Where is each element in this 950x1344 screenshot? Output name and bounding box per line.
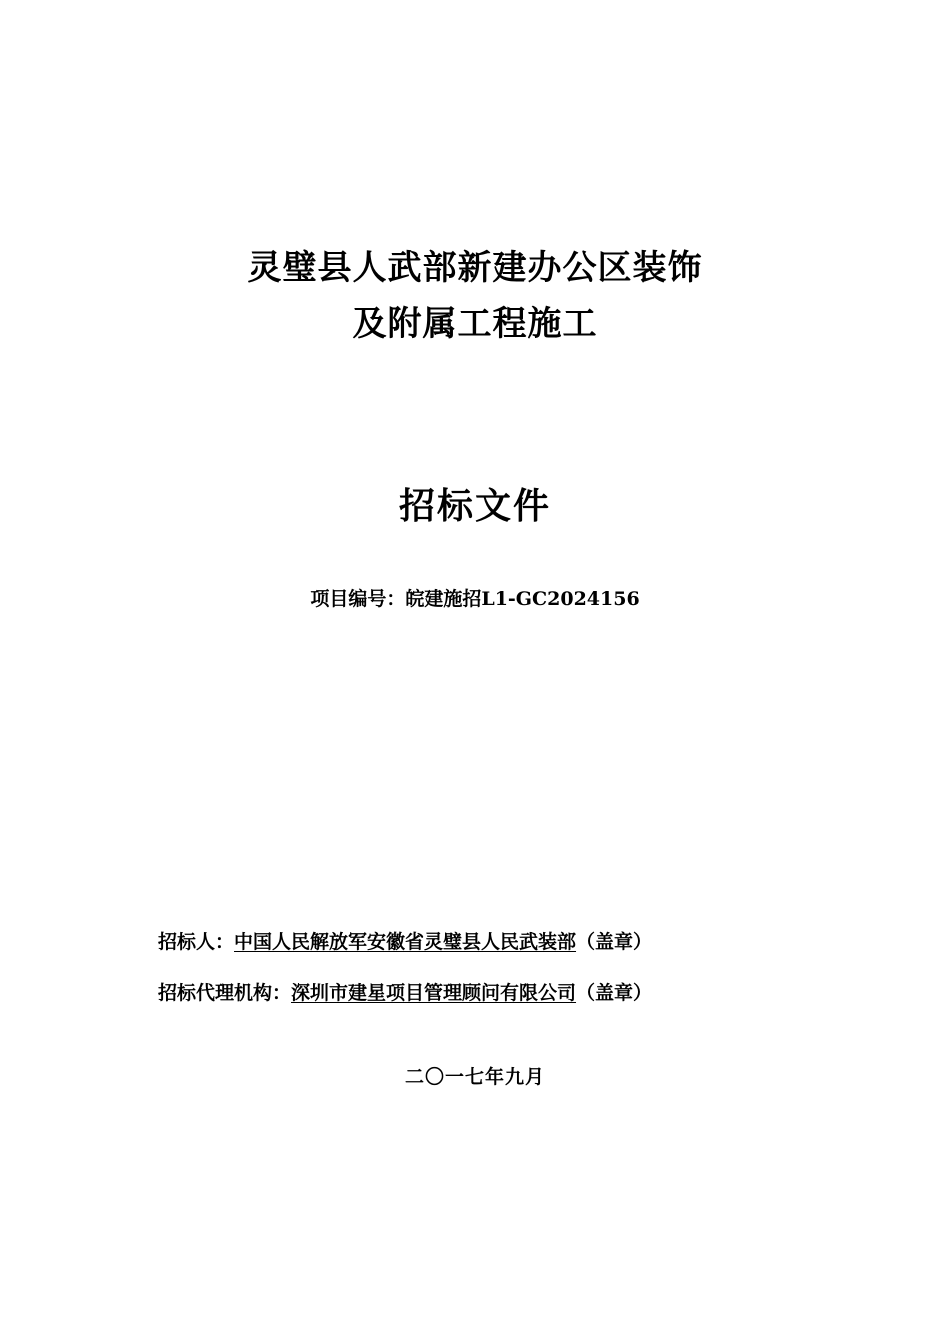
title-line-1: 灵璧县人武部新建办公区装饰	[247, 248, 703, 288]
title-line-2: 及附属工程施工	[352, 304, 598, 344]
agency-line	[158, 978, 652, 1008]
project-number-line	[0, 584, 950, 614]
project-number-label: 项目编号：	[310, 588, 406, 610]
tenderer-label: 招标人：	[158, 931, 235, 953]
agency-seal-note: （盖章）	[576, 982, 653, 1004]
agency-label: 招标代理机构：	[158, 982, 292, 1004]
document-date: 二〇一七年九月	[404, 1066, 545, 1088]
document-title	[0, 240, 950, 352]
project-number-value: 皖建施招L1-GC2024156	[405, 588, 640, 610]
tenderer-line	[158, 927, 652, 957]
agency-name: 深圳市建星项目管理顾问有限公司	[291, 982, 577, 1004]
tenderer-name: 中国人民解放军安徽省灵璧县人民武装部	[234, 931, 577, 953]
document-type-heading: 招标文件	[398, 485, 551, 527]
tenderer-seal-note: （盖章）	[576, 931, 653, 953]
